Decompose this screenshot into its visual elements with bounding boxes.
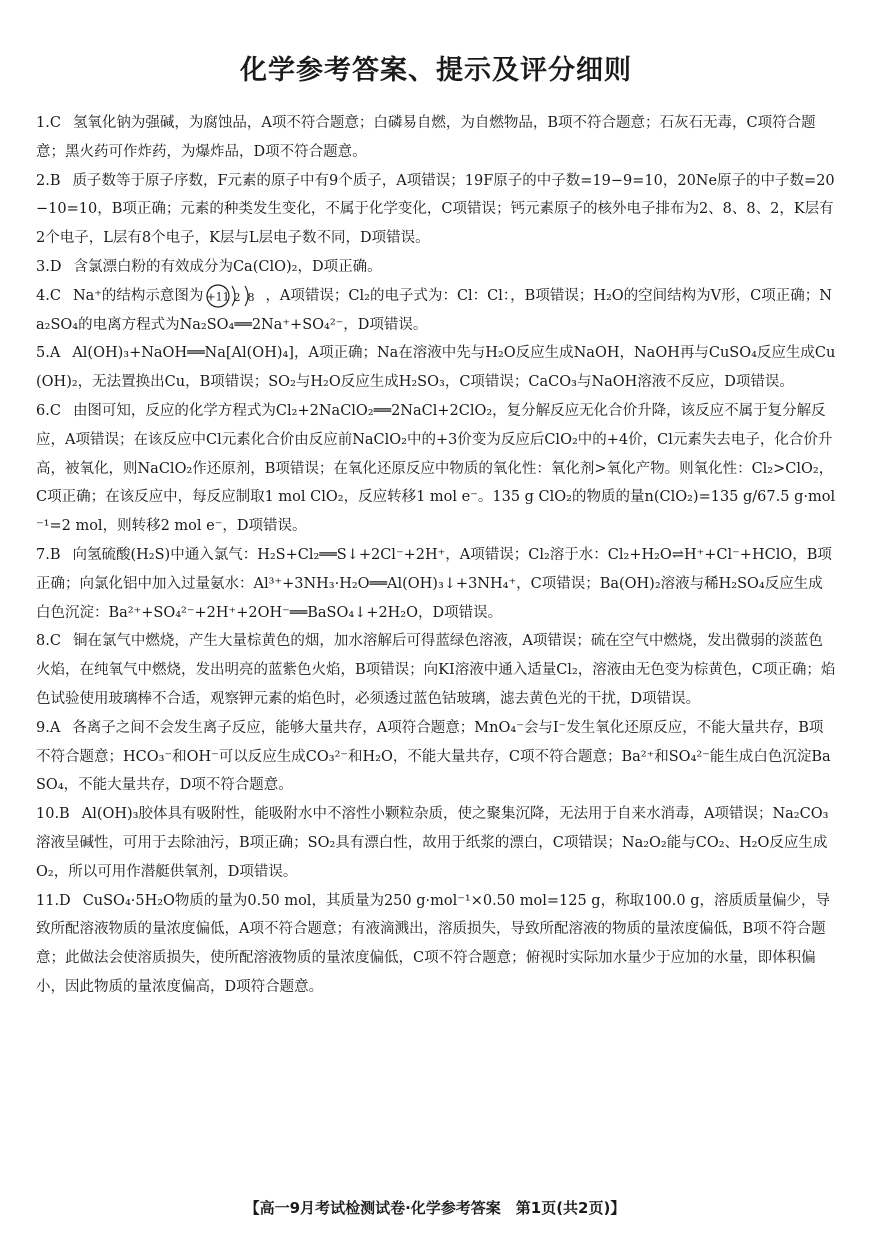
shell-2-electrons: 8 — [247, 290, 255, 304]
answer-item-2 — [36, 167, 836, 253]
answer-item-10 — [36, 800, 836, 886]
answer-label: 9.A — [36, 719, 61, 736]
answer-list — [36, 109, 836, 1002]
answer-item-1 — [36, 109, 836, 167]
nucleus-charge: +11 — [206, 290, 231, 304]
answer-item-9 — [36, 714, 836, 800]
answer-label: 5.A — [36, 345, 61, 362]
answer-item-4 — [36, 282, 836, 340]
answer-item-5 — [36, 339, 836, 397]
answer-text: 氢氧化钠为强碱，为腐蚀品，A项不符合题意；白磷易自燃，为自燃物品，B项不符合题意；石灰石无毒，C项符合题意；黑火药可作炸药，为爆炸品，D项不符合题意。 — [36, 115, 816, 160]
answer-item-6 — [36, 397, 836, 541]
answer-text-after: ，A项错误；Cl₂的电子式为：Cl：Cl：，B项错误；H₂O的空间结构为V形，C项正确；Na₂SO₄的电离方程式为Na₂SO₄══2Na⁺+SO₄²⁻，D项错误。 — [36, 287, 832, 333]
answer-item-11 — [36, 887, 836, 1002]
answer-label: 1.C — [36, 115, 61, 131]
shell-1-electrons: 2 — [233, 290, 241, 304]
answer-label: 8.C — [36, 633, 61, 650]
answer-text: Al(OH)₃+NaOH══Na[Al(OH)₄]，A项正确；Na在溶液中先与H₂O反应生成NaOH，NaOH再与CuSO₄反应生成Cu(OH)₂，无法置换出Cu，B项错误；SO₂与H₂O反应生成H₂SO₃，C项错误；CaCO₃与NaOH溶液不反应，D项错误。 — [36, 345, 836, 391]
answer-label: 6.C — [36, 402, 61, 419]
page-title: 化学参考答案、提示及评分细则 — [240, 55, 632, 86]
answer-label: 2.B — [36, 172, 61, 189]
answer-text: 由图可知，反应的化学方程式为Cl₂+2NaClO₂══2NaCl+2ClO₂，复分解反应无化合价升降，该反应不属于复分解反应，A项错误；在该反应中Cl元素化合价由反应前NaClO₂中的+3价变为反应后ClO₂中的+4价，Cl元素失去电子，化合价升高，被氧化，则NaClO₂作还原剂，B项错误；在氧化还原反应中物质的氧化性：氧化剂>氧化产物。则氧化性：Cl₂>ClO₂，C项正确；在该反应中，每反应制取1 mol ClO₂，反应转移1 mol e⁻。135 g ClO₂的物质的量n(ClO₂)=135 g/67.5 g·mol⁻¹=2 mol，则转移2 mol e⁻，D项错误。 — [36, 402, 836, 535]
na-ion-structure-diagram — [205, 282, 263, 310]
answer-item-3 — [36, 253, 836, 282]
answer-text: Al(OH)₃胶体具有吸附性，能吸附水中不溶性小颗粒杂质，使之聚集沉降，无法用于自来水消毒，A项错误；Na₂CO₃溶液呈碱性，可用于去除油污，B项正确；SO₂具有漂白性，故用于纸浆的漂白，C项错误；Na₂O₂能与CO₂、H₂O反应生成O₂，所以可用作潜艇供氧剂，D项错误。 — [36, 806, 829, 880]
answer-label: 7.B — [36, 546, 61, 563]
answer-item-8 — [36, 627, 836, 713]
answer-text-before: Na⁺的结构示意图为 — [72, 287, 204, 304]
answer-label: 10.B — [36, 806, 70, 823]
answer-label: 3.D — [36, 258, 62, 275]
page-footer: 【高一9月考试检测试卷·化学参考答案 第1页(共2页)】 — [244, 1199, 626, 1217]
answer-item-7 — [36, 541, 836, 627]
answer-text: 铜在氯气中燃烧，产生大量棕黄色的烟，加水溶解后可得蓝绿色溶液，A项错误；硫在空气中燃烧，发出微弱的淡蓝色火焰，在纯氧气中燃烧，发出明亮的蓝紫色火焰，B项错误；向KI溶液中通入适量Cl₂，溶液由无色变为棕黄色，C项正确；焰色试验使用玻璃棒不合适，观察钾元素的焰色时，必须透过蓝色钴玻璃，滤去黄色光的干扰，D项错误。 — [36, 633, 836, 707]
answer-text: 质子数等于原子序数，F元素的原子中有9个质子，A项错误；19F原子的中子数=19−9=10，20Ne原子的中子数=20−10=10，B项正确；元素的种类发生变化，不属于化学变化，C项错误；钙元素原子的核外电子排布为2、8、8、2，K层有2个电子，L层有8个电子，K层与L层电子数不同，D项错误。 — [36, 172, 835, 247]
answer-text: CuSO₄·5H₂O物质的量为0.50 mol，其质量为250 g·mol⁻¹×0.50 mol=125 g，称取100.0 g，溶质质量偏少，导致所配溶液物质的量浓度偏低，A项不符合题意；有液滴溅出，溶质损失，导致所配溶液的物质的量浓度偏低，B项不符合题意；此做法会使溶质损失，使所配溶液物质的量浓度偏低，C项不符合题意；俯视时实际加水量少于应加的水量，即体积偏小，因此物质的量浓度偏高，D项符合题意。 — [36, 892, 830, 995]
answer-text: 各离子之间不会发生离子反应，能够大量共存，A项符合题意；MnO₄⁻会与I⁻发生氧化还原反应，不能大量共存，B项不符合题意；HCO₃⁻和OH⁻可以反应生成CO₃²⁻和H₂O，不能大量共存，C项不符合题意；Ba²⁺和SO₄²⁻能生成白色沉淀BaSO₄，不能大量共存，D项不符合题意。 — [36, 719, 831, 794]
answer-text: 向氢硫酸(H₂S)中通入氯气：H₂S+Cl₂══S↓+2Cl⁻+2H⁺，A项错误；Cl₂溶于水：Cl₂+H₂O⇌H⁺+Cl⁻+HClO，B项正确；向氯化铝中加入过量氨水：Al³⁺+3NH₃·H₂O══Al(OH)₃↓+3NH₄⁺，C项错误；Ba(OH)₂溶液与稀H₂SO₄反应生成白色沉淀：Ba²⁺+SO₄²⁻+2H⁺+2OH⁻══BaSO₄↓+2H₂O，D项错误。 — [36, 546, 832, 621]
answer-label: 4.C — [36, 287, 61, 304]
answer-label: 11.D — [36, 892, 71, 909]
answer-text: 含氯漂白粉的有效成分为Ca(ClO)₂，D项正确。 — [73, 258, 382, 275]
